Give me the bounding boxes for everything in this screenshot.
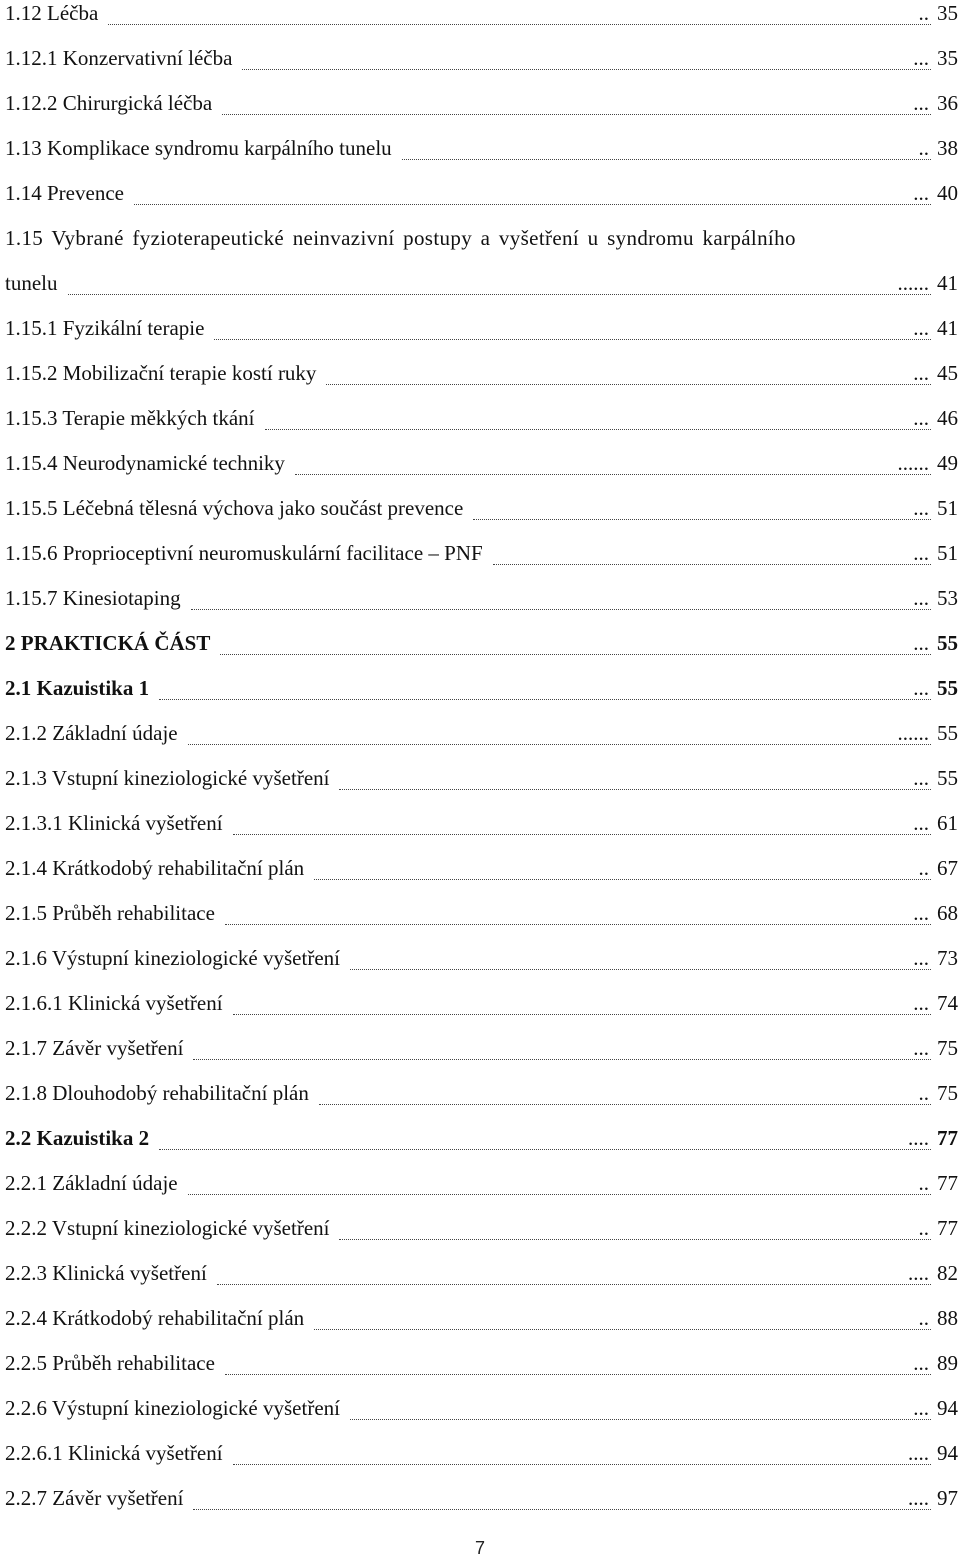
toc-entry-page: 38 [937,136,958,160]
toc-entry-label: 2.1.6.1 Klinická vyšetření [5,990,227,1016]
toc-leader-dots: ... [913,46,929,70]
toc-entry-page: 88 [937,1306,958,1330]
toc-entry-page: 41 [937,316,958,340]
toc-leader-dots: ... [913,946,929,970]
toc-entry-label: 1.12.2 Chirurgická léčba [5,90,216,116]
toc-entry [5,675,958,720]
toc-entry-page: 35 [937,1,958,25]
toc-entry-label: 1.12.1 Konzervativní léčba [5,45,236,71]
toc-entry-page: 40 [937,181,958,205]
toc-entry-page: 36 [937,91,958,115]
toc-dot-leader [216,90,935,116]
toc-entry-label: 2.1.4 Krátkodobý rehabilitační plán [5,855,308,881]
toc-leader-dots: ... [913,991,929,1015]
toc-dot-leader [344,945,935,971]
toc-dot-leader [320,360,935,386]
toc-entry-page: 41 [937,271,958,295]
toc-dot-leader [308,855,935,881]
toc-dot-leader [153,1125,935,1151]
toc-leader-dots: ... [913,631,929,655]
toc-entry [5,945,958,990]
toc-dot-leader [467,495,935,521]
toc-entry-page: 51 [937,541,958,565]
toc-dot-leader [185,585,935,611]
toc-entry [5,1395,958,1440]
page-number: 7 [474,1538,485,1558]
toc-leader-dots: ... [913,901,929,925]
toc-leader-dots: ... [913,316,929,340]
toc-entry-label: 1.15.4 Neurodynamické techniky [5,450,289,476]
toc-dot-leader [219,1350,935,1376]
toc-dot-leader [62,270,936,296]
toc-entry-page: 35 [937,46,958,70]
toc-entry [5,180,958,225]
toc-entry-page: 53 [937,586,958,610]
toc-entry-page: 89 [937,1351,958,1375]
toc-dot-leader [128,180,935,206]
toc-entry-page: 94 [937,1441,958,1465]
toc-entry [5,1035,958,1080]
toc-dot-leader [236,45,935,71]
toc-leader-dots: ... [913,1351,929,1375]
toc-leader-dots: ... [913,1036,929,1060]
toc-entry-label: 1.14 Prevence [5,180,128,206]
toc-entry-page: 77 [937,1126,958,1150]
toc-entry-page: 67 [937,856,958,880]
toc-entry [5,315,958,360]
toc-leader-dots: .... [908,1486,929,1510]
toc-dot-leader [182,720,935,746]
toc-leader-dots: .. [918,1,929,25]
toc-dot-leader [333,1215,935,1241]
toc-entry-page: 77 [937,1171,958,1195]
toc-leader-dots: .. [918,1216,929,1240]
toc-entry-label: 2 PRAKTICKÁ ČÁST [5,630,214,656]
toc-dot-leader [259,405,936,431]
toc-entry-page: 49 [937,451,958,475]
toc-entry-page: 61 [937,811,958,835]
toc-leader-dots: .... [908,1126,929,1150]
toc-entry [5,135,958,180]
toc-dot-leader [219,900,935,926]
toc-entry-label: 2.2.4 Krátkodobý rehabilitační plán [5,1305,308,1331]
toc-leader-dots: .... [908,1261,929,1285]
toc-dot-leader [313,1080,935,1106]
toc-entry-label: 2.1.3 Vstupní kineziologické vyšetření [5,765,333,791]
toc-leader-dots: .. [918,1306,929,1330]
toc-dot-leader [182,1170,935,1196]
toc-entry-page: 77 [937,1216,958,1240]
toc-leader-dots: ... [913,766,929,790]
toc-entry [5,1125,958,1170]
toc-entry-page: 55 [937,631,958,655]
toc-entry-page: 73 [937,946,958,970]
toc-dot-leader [187,1485,935,1511]
toc-entry [5,855,958,900]
toc-entry [5,1305,958,1350]
toc-leader-dots: .. [918,1171,929,1195]
toc-entry-label: 2.2.5 Průběh rehabilitace [5,1350,219,1376]
toc-entry-page: 82 [937,1261,958,1285]
toc-entry [5,45,958,90]
toc-entry [5,360,958,405]
toc-leader-dots: ... [913,1396,929,1420]
toc-entry-page: 75 [937,1081,958,1105]
toc-entry-label: 2.2.7 Závěr vyšetření [5,1485,187,1511]
toc-entry-label: 2.2.2 Vstupní kineziologické vyšetření [5,1215,333,1241]
toc-entry-label: 2.2.3 Klinická vyšetření [5,1260,211,1286]
toc-leader-dots: .. [918,856,929,880]
toc-leader-dots: ...... [897,451,929,475]
toc-dot-leader [153,675,935,701]
toc-entry [5,0,958,45]
toc-leader-dots: ... [913,496,929,520]
toc-entry-label: 1.15.6 Proprioceptivní neuromuskulární facilitace – PNF [5,540,487,566]
toc-entry-page: 55 [937,676,958,700]
toc-entry [5,540,958,585]
toc-entry-page: 75 [937,1036,958,1060]
toc-entry-label: 1.13 Komplikace syndromu karpálního tunelu [5,135,396,161]
toc-entry-label: 2.2 Kazuistika 2 [5,1125,153,1151]
toc-entry-label: 2.1.8 Dlouhodobý rehabilitační plán [5,1080,313,1106]
toc-entry [5,1215,958,1260]
toc-entry-label-line1: 1.15 Vybrané fyzioterapeutické neinvazivní postupy a vyšetření u syndromu karpálního [5,226,796,250]
toc-entry-page: 55 [937,721,958,745]
table-of-contents [5,0,958,1530]
toc-leader-dots: ... [913,361,929,385]
toc-entry-label: 1.15.3 Terapie měkkých tkání [5,405,259,431]
toc-entry [5,225,958,315]
toc-dot-leader [227,990,935,1016]
toc-entry [5,1080,958,1125]
toc-dot-leader [211,1260,935,1286]
toc-entry [5,630,958,675]
toc-dot-leader [308,1305,935,1331]
toc-entry-label: 2.1 Kazuistika 1 [5,675,153,701]
toc-dot-leader [227,1440,935,1466]
toc-entry [5,1350,958,1395]
toc-leader-dots: ... [913,676,929,700]
toc-entry [5,585,958,630]
toc-entry [5,450,958,495]
toc-entry-label: 2.1.2 Základní údaje [5,720,182,746]
toc-entry-page: 68 [937,901,958,925]
toc-entry-page: 74 [937,991,958,1015]
toc-entry-label: 1.15.7 Kinesiotaping [5,585,185,611]
toc-entry [5,1440,958,1485]
toc-leader-dots: ... [913,811,929,835]
toc-entry-page: 94 [937,1396,958,1420]
toc-entry-label: 2.1.5 Průběh rehabilitace [5,900,219,926]
toc-entry-page: 55 [937,766,958,790]
toc-leader-dots: .. [918,1081,929,1105]
toc-entry [5,495,958,540]
toc-dot-leader [487,540,935,566]
toc-entry [5,765,958,810]
toc-leader-dots: .. [918,136,929,160]
toc-entry-label: 2.2.6 Výstupní kineziologické vyšetření [5,1395,344,1421]
toc-leader-dots: ...... [897,271,929,295]
toc-leader-dots: ... [913,181,929,205]
toc-leader-dots: ... [913,91,929,115]
toc-entry [5,405,958,450]
toc-dot-leader [227,810,935,836]
toc-entry-page: 97 [937,1486,958,1510]
toc-entry [5,1170,958,1215]
toc-dot-leader [344,1395,935,1421]
toc-entry-page: 51 [937,496,958,520]
toc-dot-leader [396,135,935,161]
toc-dot-leader [333,765,935,791]
toc-entry-label: tunelu [5,270,62,296]
toc-entry [5,1485,958,1530]
toc-dot-leader [102,0,935,26]
toc-entry-label: 1.15.5 Léčebná tělesná výchova jako součást prevence [5,495,467,521]
toc-dot-leader [187,1035,935,1061]
toc-entry-label: 1.15.2 Mobilizační terapie kostí ruky [5,360,320,386]
toc-entry [5,1260,958,1305]
toc-entry [5,900,958,945]
toc-dot-leader [208,315,935,341]
toc-entry [5,810,958,855]
toc-entry-page: 46 [937,406,958,430]
toc-dot-leader [289,450,935,476]
toc-leader-dots: ... [913,406,929,430]
toc-leader-dots: ... [913,541,929,565]
toc-leader-dots: ... [913,586,929,610]
toc-entry-label: 2.1.3.1 Klinická vyšetření [5,810,227,836]
toc-entry-page: 45 [937,361,958,385]
toc-dot-leader [214,630,935,656]
toc-entry-label: 2.2.1 Základní údaje [5,1170,182,1196]
toc-leader-dots: ...... [897,721,929,745]
toc-entry-label: 2.1.7 Závěr vyšetření [5,1035,187,1061]
toc-entry-label: 2.2.6.1 Klinická vyšetření [5,1440,227,1466]
toc-leader-dots: .... [908,1441,929,1465]
toc-entry-label: 1.12 Léčba [5,0,102,26]
toc-entry-label: 2.1.6 Výstupní kineziologické vyšetření [5,945,344,971]
toc-entry [5,90,958,135]
toc-entry-label: 1.15.1 Fyzikální terapie [5,315,208,341]
toc-entry [5,720,958,765]
toc-entry [5,990,958,1035]
